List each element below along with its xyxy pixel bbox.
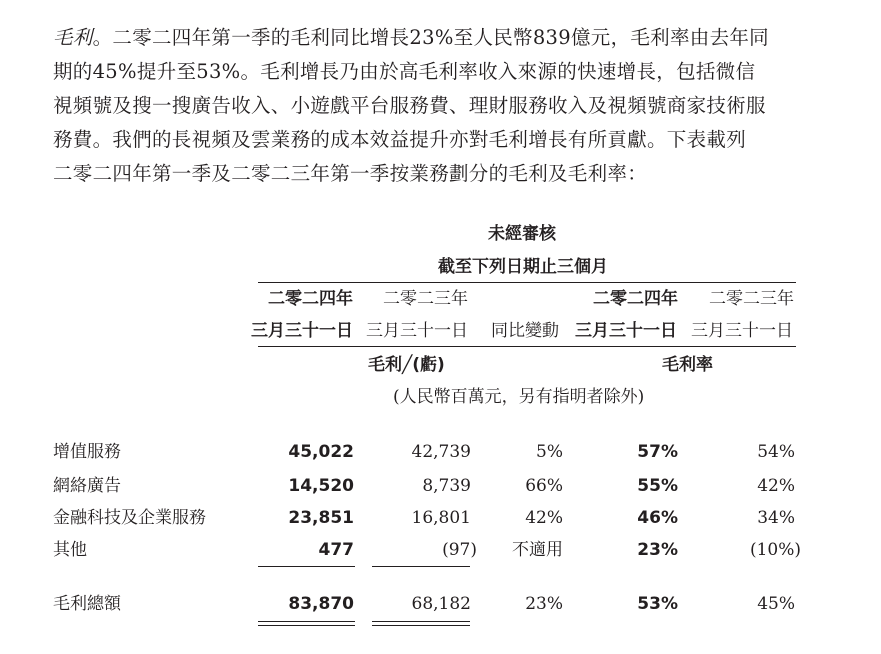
gross-profit-term: 毛利	[53, 26, 93, 49]
gp-2024-value: 477	[318, 540, 354, 560]
paragraph-line-2: 期的45%提升至53%。毛利增長乃由於高毛利率收入來源的快速增長，包括微信	[53, 60, 756, 83]
total-gp-2023-value: 68,182	[411, 594, 471, 614]
gm-2023-value: 34%	[757, 508, 795, 528]
yoy-value: 5%	[536, 442, 563, 462]
subtotal-rule-2024	[258, 566, 355, 567]
gm-2023-value: (10%)	[749, 540, 801, 560]
total-gp-2024-value: 83,870	[288, 594, 354, 614]
row-label: 增值服務	[53, 442, 121, 462]
gp-2024-year-heading: 二零二四年	[268, 289, 353, 309]
gm-2023-year-heading: 二零二三年	[709, 289, 794, 309]
gm-2023-value: 42%	[757, 476, 795, 496]
gp-2023-value: 16,801	[411, 508, 471, 528]
gp-2024-value: 45,022	[288, 442, 354, 462]
total-double-rule-2024	[258, 621, 355, 626]
row-label: 金融科技及企業服務	[53, 508, 206, 528]
gm-2024-value: 23%	[637, 540, 678, 560]
date-underline	[258, 346, 796, 347]
unaudited-heading: 未經審核	[488, 224, 556, 244]
row-label: 網絡廣告	[53, 476, 121, 496]
gm-2024-value: 57%	[637, 442, 678, 462]
paragraph-line-5: 二零二四年第一季及二零二三年第一季按業務劃分的毛利及毛利率：	[53, 162, 648, 185]
subtotal-rule-2023	[372, 566, 470, 567]
unit-note: (人民幣百萬元，另有指明者除外)	[393, 387, 645, 407]
period-heading: 截至下列日期止三個月	[438, 257, 608, 277]
gp-2024-value: 14,520	[288, 476, 354, 496]
total-gm-2024-value: 53%	[637, 594, 678, 614]
total-yoy-value: 23%	[525, 594, 563, 614]
table-row	[0, 474, 881, 498]
period-underline	[258, 282, 796, 283]
gm-2023-value: 54%	[757, 442, 795, 462]
table-row	[0, 506, 881, 530]
gp-2023-value: 42,739	[411, 442, 471, 462]
paragraph-line-3: 視頻號及搜一搜廣告收入、小遊戲平台服務費、理財服務收入及視頻號商家技術服	[53, 94, 766, 117]
gm-2024-value: 46%	[637, 508, 678, 528]
gm-2023-date-heading: 三月三十一日	[691, 321, 793, 341]
total-row	[0, 592, 881, 616]
yoy-heading: 同比變動	[491, 321, 559, 341]
table-row	[0, 538, 881, 562]
yoy-value: 不適用	[512, 540, 563, 560]
gp-2023-year-heading: 二零二三年	[383, 289, 468, 309]
gm-2024-date-heading: 三月三十一日	[575, 321, 677, 341]
paragraph-line-4: 務費。我們的長視頻及雲業務的成本效益提升亦對毛利增長有所貢獻。下表載列	[53, 128, 747, 151]
row-label: 其他	[53, 540, 87, 560]
paragraph-line-1	[53, 22, 769, 54]
total-label: 毛利總額	[53, 594, 121, 614]
yoy-value: 42%	[525, 508, 563, 528]
table-row	[0, 440, 881, 464]
gm-2024-year-heading: 二零二四年	[593, 289, 678, 309]
paragraph-line-1-text: 。二零二四年第一季的毛利同比增長23%至人民幣839億元，毛利率由去年同	[92, 26, 769, 49]
gp-2023-date-heading: 三月三十一日	[366, 321, 468, 341]
gp-2023-value: 8,739	[422, 476, 471, 496]
gp-2023-value: (97)	[442, 540, 477, 560]
gm-2024-value: 55%	[637, 476, 678, 496]
gross-margin-heading: 毛利率	[662, 355, 713, 375]
gp-2024-value: 23,851	[288, 508, 354, 528]
yoy-value: 66%	[525, 476, 563, 496]
gp-2024-date-heading: 三月三十一日	[251, 321, 353, 341]
gross-profit-heading: 毛利╱(虧)	[368, 355, 445, 375]
total-gm-2023-value: 45%	[757, 594, 795, 614]
total-double-rule-2023	[372, 621, 470, 626]
